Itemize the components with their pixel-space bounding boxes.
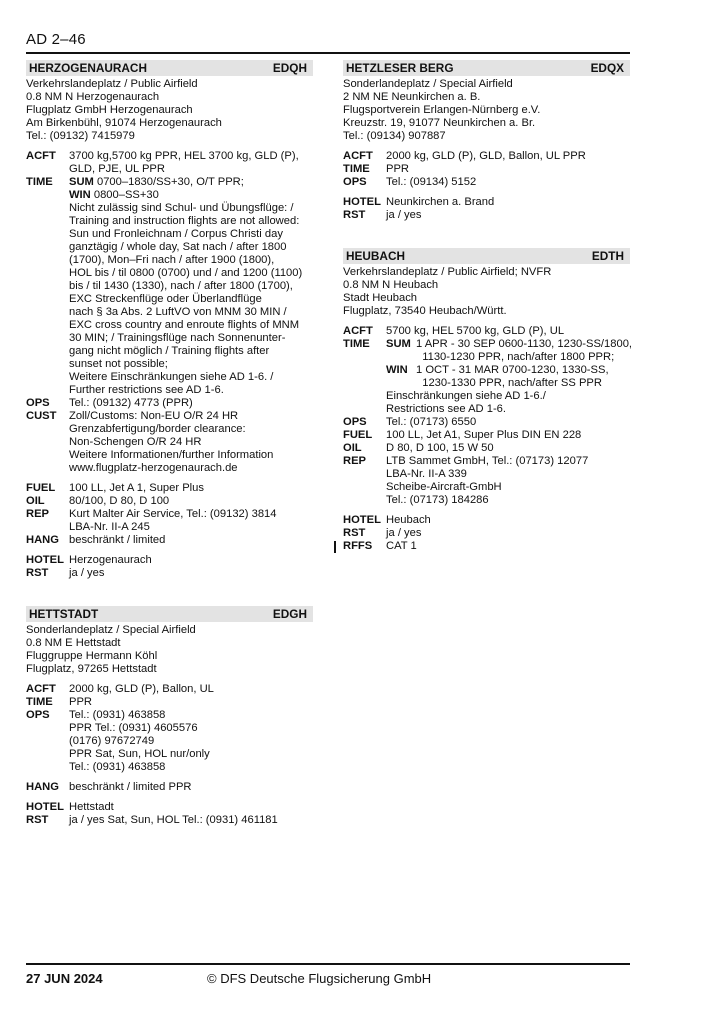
text-line: Tel.: (07173) 6550 (386, 416, 477, 428)
value-fuel (69, 482, 313, 495)
key-ops: OPS (26, 397, 50, 409)
text-line: Sonderlandeplatz / Special Airfield (343, 78, 513, 90)
text-line: Stadt Heubach (343, 292, 418, 304)
aerodrome-header (26, 606, 313, 622)
value-hang (69, 781, 313, 794)
text-line: Hettstadt (69, 801, 114, 813)
row-cust (26, 410, 313, 475)
value-oil (386, 442, 630, 455)
text-line: Tel.: (09132) 7415979 (26, 130, 135, 142)
key-cust: CUST (26, 410, 57, 422)
row-fuel (26, 482, 313, 495)
aerodrome-header (343, 60, 630, 76)
text-line: ganztägig / whole day, Sat nach / after 1800 (69, 241, 287, 253)
text-line: Nicht zulässig sind Schul- und Übungsflüge: / (69, 202, 294, 214)
aerodrome-header (26, 60, 313, 76)
text-line: 2000 kg, GLD (P), Ballon, UL (69, 683, 214, 695)
text-line: ja / yes Sat, Sun, HOL Tel.: (0931) 461181 (69, 814, 278, 826)
key-fuel: FUEL (343, 429, 373, 441)
time-sum-row (386, 338, 632, 364)
key-hang: HANG (26, 781, 59, 793)
key-rep: REP (343, 455, 367, 467)
text-line: Weitere Einschränkungen siehe AD 1-6. / (69, 371, 274, 383)
row-rep (343, 455, 630, 507)
aerodrome-intro (26, 78, 313, 143)
row-rffs (343, 540, 630, 553)
value-acft (69, 150, 313, 176)
text-line: Sun und Fronleichnam / Corpus Christi day (69, 228, 283, 240)
row-ops (26, 397, 313, 410)
text-line: LBA-Nr. II-A 339 (386, 468, 467, 480)
value-ops (386, 416, 630, 429)
key-hotel: HOTEL (26, 801, 64, 813)
value-time (386, 163, 630, 176)
text-line: CAT 1 (386, 540, 417, 552)
effective-date: 27 JUN 2024 (26, 971, 103, 986)
row-hang (26, 781, 313, 794)
aerodrome-name: HETZLESER BERG (346, 61, 454, 75)
text-line: Kreuzstr. 19, 91077 Neunkirchen a. Br. (343, 117, 536, 129)
text-line: gang nicht möglich / Training flights after (69, 345, 270, 357)
row-hotel (26, 801, 313, 814)
key-rep: REP (26, 508, 50, 520)
text-line: 30 MIN; / Trainingsflüge nach Sonnenunter- (69, 332, 286, 344)
value-time (69, 696, 313, 709)
key-fuel: FUEL (26, 482, 56, 494)
text-line: 1 APR - 30 SEP 0600-1130, 1230-SS/1800, (416, 338, 633, 350)
aerodrome-intro (343, 78, 630, 143)
text-line: nach § 3a Abs. 2 LuftVO von MNM 30 MIN / (69, 306, 287, 318)
text-line: PPR Tel.: (0931) 4605576 (69, 722, 198, 734)
value-rep (69, 508, 313, 534)
text-line: HOL bis / til 0800 (0700) und / and 1200 (1100) (69, 267, 303, 279)
text-line: Heubach (386, 514, 431, 526)
text-line: ja / yes (386, 209, 422, 221)
text-line: Zoll/Customs: Non-EU O/R 24 HR (69, 410, 239, 422)
text-line: Flugsportverein Erlangen-Nürnberg e.V. (343, 104, 541, 116)
text-line: D 80, D 100, 15 W 50 (386, 442, 494, 454)
text-line: Tel.: (09134) 907887 (343, 130, 446, 142)
value-time (386, 338, 632, 416)
value-acft (69, 683, 313, 696)
key-hotel: HOTEL (343, 196, 381, 208)
row-hotel (26, 554, 313, 567)
text-line: 2 NM NE Neunkirchen a. B. (343, 91, 481, 103)
value-rst (69, 814, 313, 827)
text-line: 1130-1230 PPR, nach/after 1800 PPR; (416, 351, 615, 363)
aerodrome-herzogenaurach (26, 60, 313, 580)
text-line: 100 LL, Jet A 1, Super Plus (69, 482, 204, 494)
text-line: Weitere Informationen/further Information (69, 449, 274, 461)
icao-code: EDQX (590, 61, 624, 75)
row-acft (26, 683, 313, 696)
key-time: TIME (26, 696, 53, 708)
time-sum-label: SUM (386, 338, 411, 350)
text-line: (0176) 97672749 (69, 735, 155, 747)
row-acft (343, 150, 630, 163)
text-line: ja / yes (386, 527, 422, 539)
row-time (26, 696, 313, 709)
value-rst (386, 527, 630, 540)
text-line: Tel.: (0931) 463858 (69, 709, 166, 721)
text-line: Tel.: (09134) 5152 (386, 176, 477, 188)
value-rep (386, 455, 630, 507)
text-line: Training and instruction flights are not allowed: (69, 215, 300, 227)
key-ops: OPS (343, 176, 367, 188)
text-line: 0.8 NM N Herzogenaurach (26, 91, 160, 103)
group-general (343, 325, 633, 507)
time-restrictions (69, 202, 313, 397)
key-acft: ACFT (343, 325, 373, 337)
row-hotel (343, 196, 630, 209)
aerodrome-intro (26, 624, 313, 676)
text-line: PPR (386, 163, 410, 175)
text-line: EXC Streckenflüge oder Überlandflüge (69, 293, 262, 305)
text-line: 80/100, D 80, D 100 (69, 495, 170, 507)
top-rule (26, 52, 630, 54)
row-hotel (343, 514, 630, 527)
amendment-change-bar (334, 541, 336, 553)
right-column (343, 60, 633, 579)
key-acft: ACFT (343, 150, 373, 162)
group-facilities (26, 801, 313, 827)
value-rst (386, 209, 630, 222)
text-line: ja / yes (69, 567, 105, 579)
value-hang (69, 534, 313, 547)
key-time: TIME (343, 338, 370, 350)
value-ops (69, 397, 313, 410)
time-sum (416, 338, 632, 364)
value-ops (69, 709, 313, 774)
key-hotel: HOTEL (26, 554, 64, 566)
text-line: bis / til 1430 (1330), nach / after 1800 (1700), (69, 280, 293, 292)
group-services (26, 482, 313, 547)
bottom-rule (26, 963, 630, 965)
aerodrome-intro (343, 266, 630, 318)
text-line: Sonderlandeplatz / Special Airfield (26, 624, 196, 636)
text-line: Restrictions see AD 1-6. (386, 403, 507, 415)
key-time: TIME (26, 176, 53, 188)
value-rffs (386, 540, 630, 553)
text-line: Further restrictions see AD 1-6. (69, 384, 224, 396)
group-facilities (343, 196, 630, 222)
text-line: EXC cross country and enroute flights of MNM (69, 319, 300, 331)
key-rffs: RFFS (343, 540, 373, 552)
text-line: Non-Schengen O/R 24 HR (69, 436, 202, 448)
key-hotel: HOTEL (343, 514, 381, 526)
text-line: Herzogenaurach (69, 554, 152, 566)
text-line: Flugplatz, 97265 Hettstadt (26, 663, 157, 675)
group-general (343, 150, 630, 189)
icao-code: EDQH (272, 61, 307, 75)
icao-code: EDTH (591, 249, 624, 263)
time-win (416, 364, 632, 390)
group-facilities (343, 514, 630, 553)
text-line: LBA-Nr. II-A 245 (69, 521, 150, 533)
row-rst (26, 814, 313, 827)
value-acft (386, 150, 630, 163)
key-oil: OIL (343, 442, 362, 454)
text-line: Kurt Malter Air Service, Tel.: (09132) 3814 (69, 508, 277, 520)
time-sum-label: SUM (69, 176, 94, 188)
row-rst (343, 527, 630, 540)
time-restrictions (386, 390, 632, 416)
group-facilities (26, 554, 313, 580)
row-time (343, 338, 633, 416)
row-fuel (343, 429, 630, 442)
value-hotel (69, 554, 313, 567)
group-general (26, 683, 313, 774)
value-hotel (69, 801, 313, 814)
text-line: Verkehrslandeplatz / Public Airfield (26, 78, 198, 90)
row-hang (26, 534, 313, 547)
copyright: © DFS Deutsche Flugsicherung GmbH (207, 971, 432, 986)
value-hotel (386, 196, 630, 209)
value-hotel (386, 514, 630, 527)
text-line: 1230-1330 PPR, nach/after SS PPR (416, 377, 602, 389)
time-win-row (386, 364, 632, 390)
text-line: Am Birkenbühl, 91074 Herzogenaurach (26, 117, 222, 129)
aerodrome-header (343, 248, 630, 264)
text-line: Grenzabfertigung/border clearance: (69, 423, 246, 435)
text-line: Scheibe-Aircraft-GmbH (386, 481, 502, 493)
row-rep (26, 508, 313, 534)
text-line: 100 LL, Jet A1, Super Plus DIN EN 228 (386, 429, 582, 441)
key-ops: OPS (26, 709, 50, 721)
text-line: Flugplatz GmbH Herzogenaurach (26, 104, 193, 116)
row-rst (343, 209, 630, 222)
text-line: Tel.: (09132) 4773 (PPR) (69, 397, 193, 409)
row-acft (26, 150, 313, 176)
text-line: Neunkirchen a. Brand (386, 196, 495, 208)
text-line: Fluggruppe Hermann Köhl (26, 650, 158, 662)
text-line: beschränkt / limited PPR (69, 781, 192, 793)
text-line: GLD, PJE, UL PPR (69, 163, 165, 175)
text-line: Einschränkungen siehe AD 1-6./ (386, 390, 546, 402)
text-line: Tel.: (0931) 463858 (69, 761, 166, 773)
aerodrome-name: HERZOGENAURACH (29, 61, 147, 75)
text-line: www.flugplatz-herzogenaurach.de (69, 462, 238, 474)
text-line: LTB Sammet GmbH, Tel.: (07173) 12077 (386, 455, 589, 467)
aerodrome-name: HEUBACH (346, 249, 405, 263)
aerodrome-heubach (343, 248, 633, 553)
value-time (69, 176, 313, 397)
row-ops (26, 709, 313, 774)
text-line: (1700), Mon–Fri nach / after 1900 (1800), (69, 254, 275, 266)
key-acft: ACFT (26, 150, 56, 162)
row-time (343, 163, 630, 176)
time-win-label: WIN (69, 189, 91, 201)
row-ops (343, 176, 630, 189)
key-rst: RST (343, 209, 366, 221)
time-win-label: WIN (386, 364, 408, 376)
text-line: beschränkt / limited (69, 534, 166, 546)
row-time (26, 176, 313, 397)
value-rst (69, 567, 313, 580)
aerodrome-hettstadt (26, 606, 313, 827)
key-time: TIME (343, 163, 370, 175)
key-hang: HANG (26, 534, 59, 546)
time-win: 0800–SS+30 (93, 189, 159, 201)
key-ops: OPS (343, 416, 367, 428)
group-services (26, 781, 313, 794)
row-acft (343, 325, 630, 338)
text-line: 2000 kg, GLD (P), GLD, Ballon, UL PPR (386, 150, 586, 162)
group-general (26, 150, 313, 475)
key-oil: OIL (26, 495, 45, 507)
value-ops (386, 176, 630, 189)
aerodrome-name: HETTSTADT (29, 607, 99, 621)
time-sum: 0700–1830/SS+30, O/T PPR; (96, 176, 244, 188)
icao-code: EDGH (272, 607, 307, 621)
text-line: 5700 kg, HEL 5700 kg, GLD (P), UL (386, 325, 565, 337)
text-line: 1 OCT - 31 MAR 0700-1230, 1330-SS, (416, 364, 609, 376)
text-line: Tel.: (07173) 184286 (386, 494, 489, 506)
left-column (26, 60, 313, 853)
key-rst: RST (343, 527, 366, 539)
text-line: PPR Sat, Sun, HOL nur/only (69, 748, 210, 760)
row-oil (343, 442, 630, 455)
row-oil (26, 495, 313, 508)
text-line: 0.8 NM E Hettstadt (26, 637, 121, 649)
text-line: 3700 kg,5700 kg PPR, HEL 3700 kg, GLD (P), (69, 150, 299, 162)
key-acft: ACFT (26, 683, 56, 695)
text-line: 0.8 NM N Heubach (343, 279, 439, 291)
key-rst: RST (26, 814, 49, 826)
row-rst (26, 567, 313, 580)
value-cust (69, 410, 313, 475)
text-line: Flugplatz, 73540 Heubach/Württ. (343, 305, 507, 317)
value-fuel (386, 429, 630, 442)
page-header: AD 2–46 (26, 31, 86, 48)
row-ops (343, 416, 630, 429)
key-rst: RST (26, 567, 49, 579)
text-line: PPR (69, 696, 93, 708)
text-line: sunset not possible; (69, 358, 168, 370)
value-oil (69, 495, 313, 508)
text-line: Verkehrslandeplatz / Public Airfield; NVFR (343, 266, 552, 278)
aerodrome-hetzleser-berg (343, 60, 630, 222)
value-acft (386, 325, 630, 338)
